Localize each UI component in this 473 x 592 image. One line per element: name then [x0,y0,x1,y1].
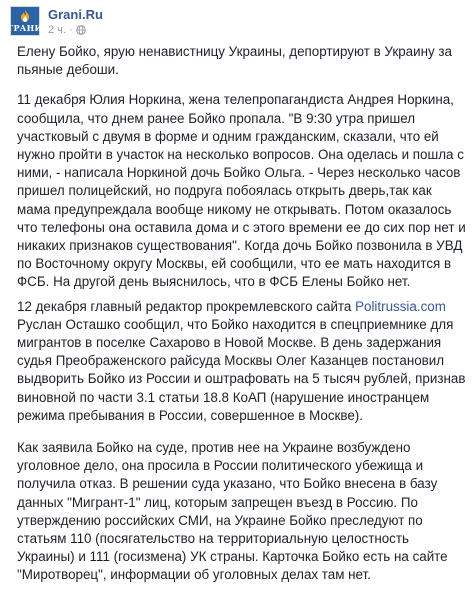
separator-dot: · [68,24,73,36]
paragraph-3 [17,298,467,425]
paragraph-2: 11 декабря Юлия Норкина, жена телепропагандиста Андрея Норкина, сообщила, что днем ранее Бойко пропала. "В 9:30 утра пришел участковый с двумя в форме и одним гражданским, сказали, что ей нужно пройти в участок на несколько вопросов. Она оделась и пошла с ними, - написала Норкиной дочь Бойко Ольга. - Через несколько часов пришел полицейский, но подруга побоялась открыть дверь,так как мама предупреждала вообще никому не открывать. Потом оказалось что телефоны она оставила дома и с этого времени ее до сих пор нет и никаких признаков существования". Когда дочь Бойко позвонила в УВД по Восточному округу Москвы, ей сообщили, что ее мать находится в ФСБ. На другой день выяснилось, что в ФСБ Елены Бойко нет. [17,92,466,290]
post-header [7,6,103,40]
page-name-link[interactable]: Grani.Ru [48,7,103,22]
logo-text: ГРАНИ [7,23,43,33]
paragraph-3-end: Руслан Осташко сообщил, что Бойко находится в спецприемнике для мигрантов в поселке Сахарово в Новой Москве. В день задержания судья Преображенского райсуда Москвы Олег Казанцев постановил выдворить Бойко из России и оштрафовать на 5 тысяч рублей, признав виновной по части 3.1 статьи 18.8 КоАП (нарушение иностранцем режима пребывания в России, совершенное в Москве). [17,316,466,423]
post-subline [48,23,103,37]
page-avatar[interactable] [7,6,43,36]
post-body [17,43,467,585]
paragraph-1: Елену Бойко, ярую ненавистницу Украины, депортируют в Украину за пьяные дебоши. [17,44,452,78]
globe-icon[interactable] [76,25,86,35]
post-time[interactable]: 2 ч. [48,24,66,36]
paragraph-4: Как заявила Бойко на суде, против нее на Украине возбуждено уголовное дело, она просила в России политического убежища и получила отказ. В решении суда указано, что Бойко внесена в базу данных "Мигрант-1" лиц, которым запрещен въезд в Россию. По утверждению российских СМИ, на Украине Бойко преследуют по статьям 110 (посягательство на территориальную целостность Украины) и 111 (госизмена) УК страны. Карточка Бойко есть на сайте "Миротворец", информации об уголовных делах там нет. [17,440,448,583]
politrussia-link[interactable]: Politrussia.com [355,298,446,314]
grani-flame-icon [18,10,32,23]
post-meta [48,6,103,37]
paragraph-3-start: 12 декабря главный редактор прокремлевского сайта [17,298,356,314]
